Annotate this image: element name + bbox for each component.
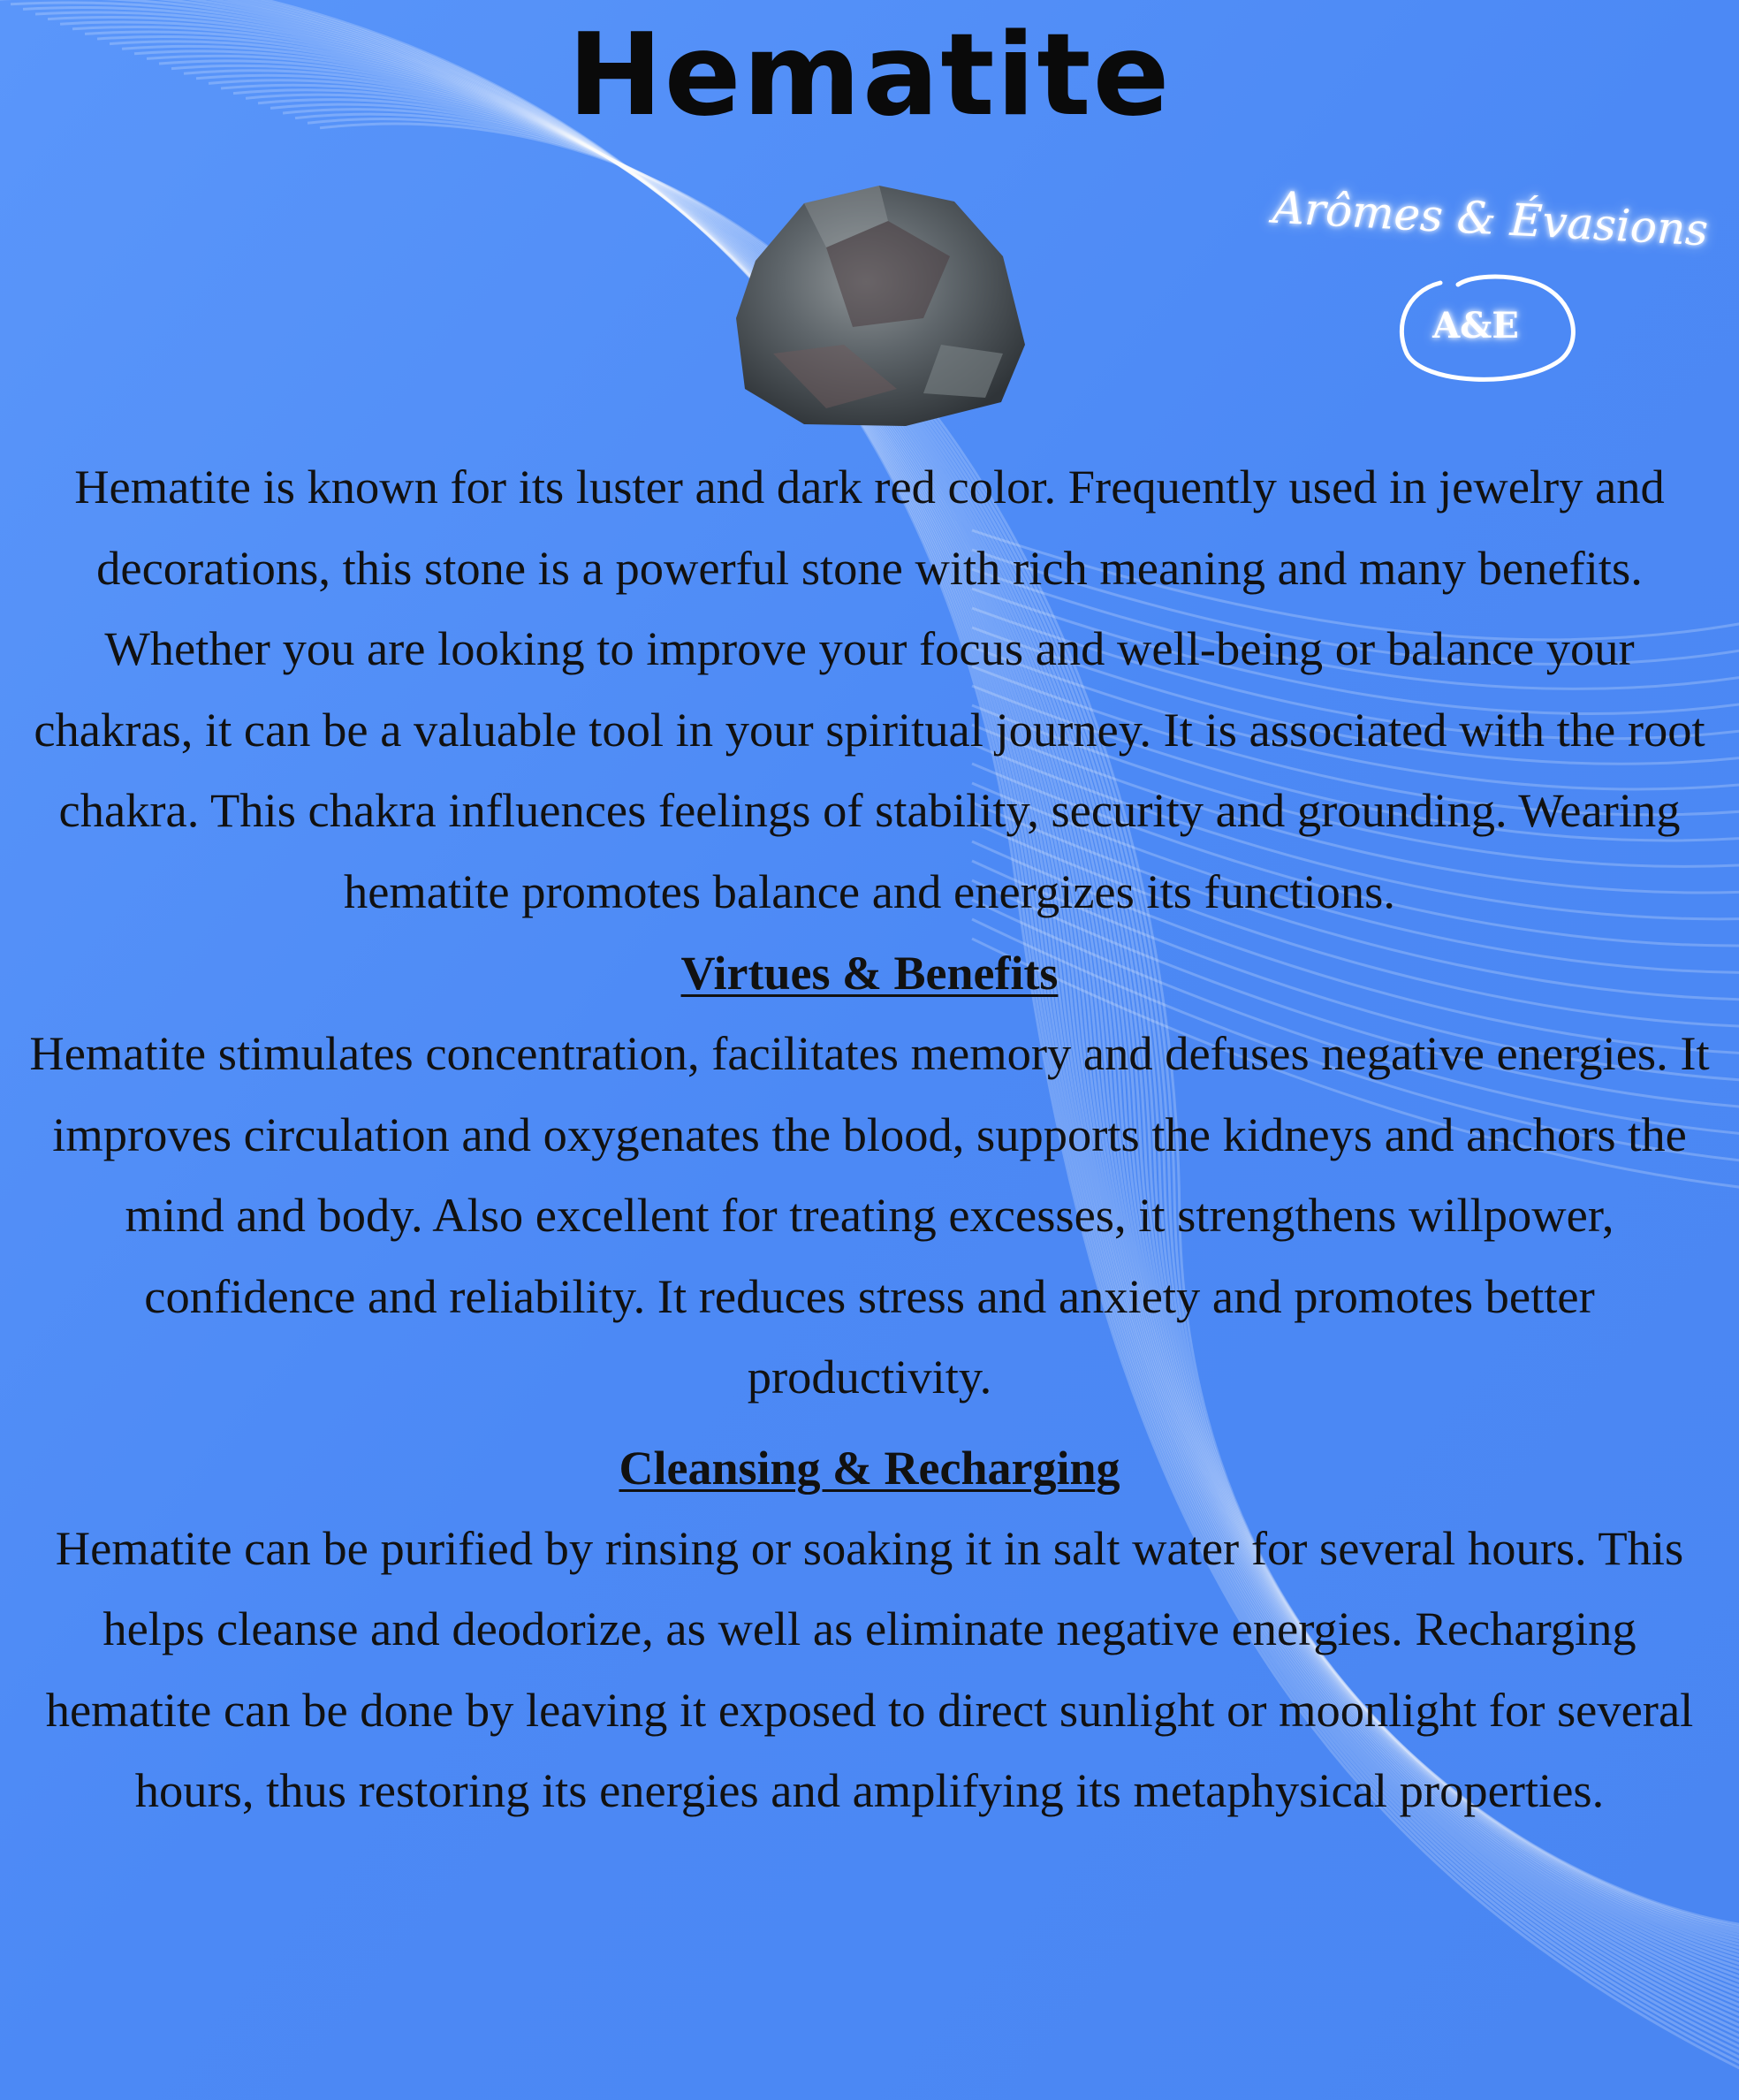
logo-initials: A&E	[1432, 305, 1519, 346]
intro-paragraph: Hematite is known for its luster and dark red color. Frequently used in jewelry and decorations, this stone is a powerful stone with rich meaning and many benefits. Whether you are looking to improve your focus and well-being or balance your chakras, it can be a valuable tool in your spiritual journey. It is associated with the root chakra. This chakra influences feelings of stability, security and grounding. Wearing hematite promotes balance and energizes its functions.	[34, 460, 1705, 918]
section-heading-virtues: Virtues & Benefits	[680, 947, 1059, 1000]
brand-logo	[1271, 177, 1710, 415]
section-body-virtues: Hematite stimulates concentration, facilitates memory and defuses negative energies. It improves circulation and oxygenates the blood, supports the kidneys and anchors the mind and body. Also excellent for treating excesses, it strengthens willpower, confidence and reliability. It reduces stress and anxiety and promotes better productivity.	[29, 1026, 1710, 1404]
logo-script-text: Arômes & Évasions	[1271, 181, 1710, 256]
section-body-cleansing: Hematite can be purified by rinsing or soaking it in salt water for several hours. This helps cleanse and deodorize, as well as eliminate negative energies. Recharging hematite can be done by leaving it exposed to direct sunlight or moonlight for several hours, thus restoring its energies and amplifying its metaphysical properties.	[45, 1520, 1694, 1817]
hematite-stone-image	[720, 177, 1038, 433]
main-content	[19, 446, 1720, 1831]
page-title: Hematite	[567, 10, 1172, 141]
section-heading-cleansing: Cleansing & Recharging	[619, 1441, 1120, 1495]
